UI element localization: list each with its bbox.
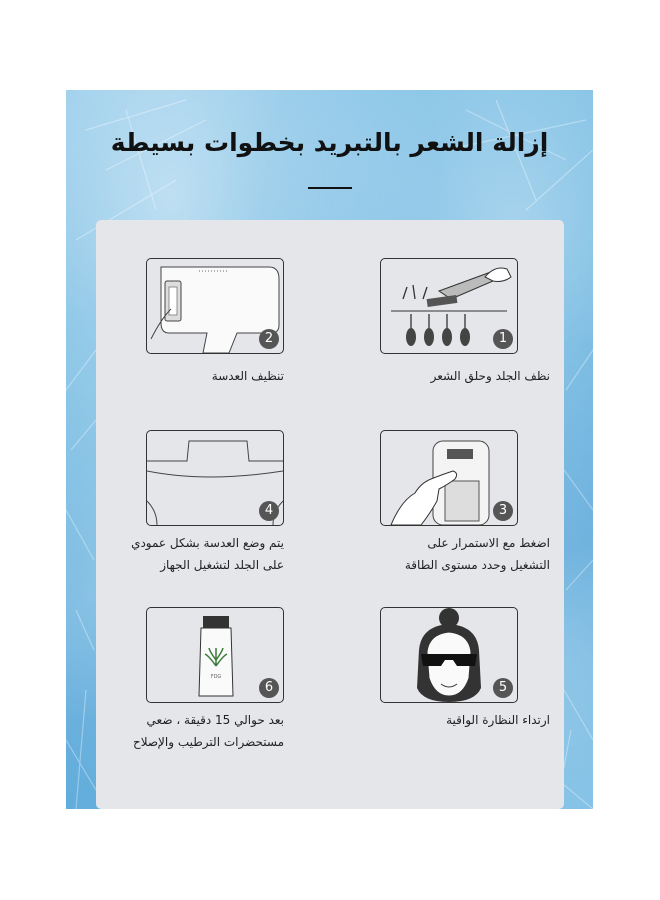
step-6-line-1: بعد حوالي 15 دقيقة ، ضعي xyxy=(146,713,284,727)
step-5-caption xyxy=(446,709,550,731)
step-6-caption xyxy=(133,709,284,753)
step-3-illustration xyxy=(380,430,518,526)
step-6-line-2: مستحضرات الترطيب والإصلاح xyxy=(132,735,284,749)
poster xyxy=(66,90,593,809)
step-4-caption xyxy=(131,532,284,576)
step-1-illustration xyxy=(380,258,518,354)
step-6-illustration xyxy=(146,607,284,703)
step-2-line-1: تنظيف العدسة xyxy=(211,369,284,383)
step-1-number: 1 xyxy=(493,329,513,349)
step-5-illustration xyxy=(380,607,518,703)
step-2-caption xyxy=(212,365,284,387)
step-5-line-1: ارتداء النظارة الواقية xyxy=(446,713,550,727)
step-4-line-2: على الجلد لتشغيل الجهاز xyxy=(160,558,284,572)
title-underline xyxy=(308,187,352,189)
step-3-number: 3 xyxy=(493,501,513,521)
step-6-number: 6 xyxy=(259,678,279,698)
step-3-line-1: اضغط مع الاستمرار على xyxy=(427,536,550,550)
step-2-number: 2 xyxy=(259,329,279,349)
step-1-line-1: نظف الجلد وحلق الشعر xyxy=(430,369,550,383)
step-4-illustration xyxy=(146,430,284,526)
step-4-line-1: يتم وضع العدسة بشكل عمودي xyxy=(131,536,284,550)
step-2-illustration xyxy=(146,258,284,354)
step-3-caption xyxy=(405,532,550,576)
tube-label: FDG xyxy=(210,674,222,680)
step-3-line-2: التشغيل وحدد مستوى الطاقة xyxy=(404,558,550,572)
steps-card xyxy=(96,220,564,809)
step-4-number: 4 xyxy=(259,501,279,521)
step-5-number: 5 xyxy=(493,678,513,698)
page-title: إزالة الشعر بالتبريد بخطوات بسيطة xyxy=(110,128,549,157)
step-1-caption xyxy=(431,365,550,387)
